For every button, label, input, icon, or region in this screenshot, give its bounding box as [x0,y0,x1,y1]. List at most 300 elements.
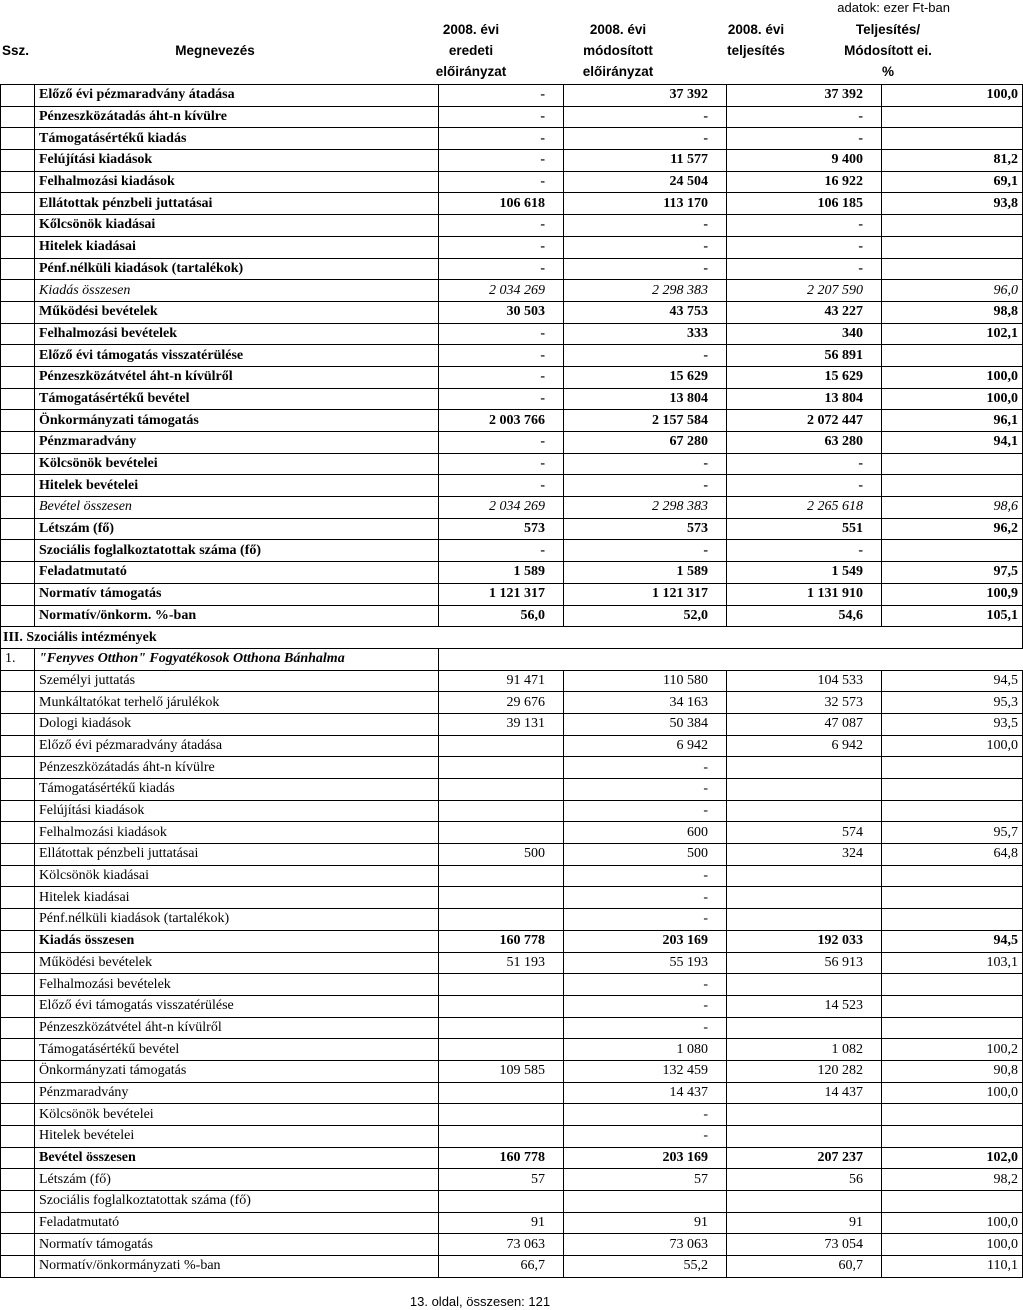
ratio-cell: 96,2 [882,518,1023,540]
actual-cell [727,1104,882,1126]
modified-budget-cell: 37 392 [564,85,727,107]
modified-budget-cell: - [564,258,727,280]
row-label: Kiadás összesen [35,930,439,952]
actual-cell: 340 [727,323,882,345]
actual-cell: - [727,475,882,497]
modified-budget-cell: 73 063 [564,1234,727,1256]
modified-budget-cell: 11 577 [564,150,727,172]
original-budget-cell [439,865,564,887]
actual-cell: 91 [727,1212,882,1234]
row-label: Feladatmutató [35,562,439,584]
row-label: Pénzeszközátvétel áht-n kívülről [35,366,439,388]
table-row [1,410,1023,432]
table-row [1,974,1023,996]
modified-budget-cell: - [564,800,727,822]
modified-budget-cell: 67 280 [564,432,727,454]
row-label: Hitelek kiadásai [35,887,439,909]
original-budget-cell: 1 589 [439,562,564,584]
header-original-budget-line1: 2008. évi [442,22,500,37]
row-label: Kölcsönök bevételei [35,1104,439,1126]
actual-cell [727,779,882,801]
index-cell [1,692,35,714]
original-budget-cell: 66,7 [439,1256,564,1278]
table-row [1,800,1023,822]
table-row [1,1212,1023,1234]
row-label: Felújítási kiadások [35,800,439,822]
row-label: Bevétel összesen [35,1147,439,1169]
ratio-cell: 90,8 [882,1060,1023,1082]
actual-cell: - [727,128,882,150]
ratio-cell [882,1126,1023,1148]
row-label: Működési bevételek [35,952,439,974]
ratio-cell: 97,5 [882,562,1023,584]
modified-budget-cell: - [564,106,727,128]
row-label: Kőlcsönök kiadásai [35,215,439,237]
actual-cell: 120 282 [727,1060,882,1082]
modified-budget-cell: - [564,779,727,801]
modified-budget-cell: - [564,345,727,367]
original-budget-cell: - [439,150,564,172]
table-row [1,605,1023,627]
table-row [1,1082,1023,1104]
actual-cell [727,974,882,996]
modified-budget-cell: 113 170 [564,193,727,215]
original-budget-cell: 2 003 766 [439,410,564,432]
index-cell [1,909,35,931]
ratio-cell: 102,0 [882,1147,1023,1169]
row-label: Előző évi pézmaradvány átadása [35,735,439,757]
original-budget-cell: - [439,540,564,562]
index-cell [1,85,35,107]
ratio-cell: 100,0 [882,388,1023,410]
table-row [1,150,1023,172]
original-budget-cell [439,757,564,779]
actual-cell: 6 942 [727,735,882,757]
original-budget-cell: - [439,106,564,128]
table-row [1,128,1023,150]
original-budget-cell [439,1126,564,1148]
modified-budget-cell: 55 193 [564,952,727,974]
actual-cell: 9 400 [727,150,882,172]
ratio-cell [882,345,1023,367]
table-row [1,475,1023,497]
original-budget-cell: - [439,236,564,258]
header-ssz: Ssz. [2,43,30,58]
original-budget-cell: 2 034 269 [439,280,564,302]
row-label: Önkormányzati támogatás [35,410,439,432]
ratio-cell: 64,8 [882,844,1023,866]
actual-cell: 37 392 [727,85,882,107]
index-cell [1,258,35,280]
original-budget-cell: - [439,171,564,193]
original-budget-cell: 51 193 [439,952,564,974]
row-label: Hitelek bevételei [35,475,439,497]
table-row [1,1060,1023,1082]
actual-cell: 1 549 [727,562,882,584]
row-label: Pénzmaradvány [35,432,439,454]
header-ratio-line1: Teljesítés/ [855,22,921,37]
original-budget-cell [439,887,564,909]
actual-cell [727,865,882,887]
row-label: Felújítási kiadások [35,150,439,172]
modified-budget-cell: 2 157 584 [564,410,727,432]
index-cell [1,562,35,584]
table-row [1,887,1023,909]
actual-cell [727,1126,882,1148]
ratio-cell [882,800,1023,822]
index-cell [1,1060,35,1082]
modified-budget-cell: - [564,215,727,237]
index-cell [1,345,35,367]
modified-budget-cell: - [564,1104,727,1126]
index-cell [1,952,35,974]
table-row [1,366,1023,388]
row-label: Pénzeszközátadás áht-n kívülre [35,106,439,128]
table-row [1,1191,1023,1213]
modified-budget-cell: - [564,128,727,150]
ratio-cell [882,540,1023,562]
table-row [1,1104,1023,1126]
modified-budget-cell [564,1191,727,1213]
table-row [1,757,1023,779]
original-budget-cell [439,1039,564,1061]
index-cell [1,713,35,735]
row-label: Hitelek bevételei [35,1126,439,1148]
index-cell [1,1147,35,1169]
actual-cell: 106 185 [727,193,882,215]
row-label: Hitelek kiadásai [35,236,439,258]
original-budget-cell [439,822,564,844]
ratio-cell: 95,7 [882,822,1023,844]
original-budget-cell [439,1191,564,1213]
table-row [1,258,1023,280]
original-budget-cell: - [439,432,564,454]
actual-cell: 104 533 [727,670,882,692]
modified-budget-cell: - [564,1126,727,1148]
actual-cell: 1 082 [727,1039,882,1061]
actual-cell: 2 265 618 [727,497,882,519]
index-cell [1,779,35,801]
index-cell [1,887,35,909]
table-row [1,735,1023,757]
row-label: Pénzeszközátadás áht-n kívülre [35,757,439,779]
ratio-cell [882,236,1023,258]
header-modified-budget-line2: módosított [583,43,653,58]
index-cell [1,215,35,237]
original-budget-cell [439,974,564,996]
original-budget-cell: 160 778 [439,930,564,952]
header-ratio-line3: % [881,64,894,79]
ratio-cell [882,887,1023,909]
actual-cell: 324 [727,844,882,866]
original-budget-cell [439,995,564,1017]
index-cell [1,974,35,996]
modified-budget-cell: - [564,453,727,475]
actual-cell: 73 054 [727,1234,882,1256]
table-row [1,1147,1023,1169]
index-cell [1,497,35,519]
table-row [1,453,1023,475]
index-cell [1,128,35,150]
actual-cell: 60,7 [727,1256,882,1278]
modified-budget-cell: - [564,1017,727,1039]
row-label: Pénf.nélküli kiadások (tartalékok) [35,258,439,280]
row-label: Bevétel összesen [35,497,439,519]
table-row [1,822,1023,844]
ratio-cell: 81,2 [882,150,1023,172]
original-budget-cell: - [439,475,564,497]
row-label: Feladatmutató [35,1212,439,1234]
actual-cell: 574 [727,822,882,844]
index-cell [1,605,35,627]
row-label: Ellátottak pénzbeli juttatásai [35,193,439,215]
header-original-budget [420,19,522,82]
table-row [1,952,1023,974]
actual-cell [727,1017,882,1039]
table-row [1,518,1023,540]
ratio-cell [882,909,1023,931]
table-row [1,713,1023,735]
modified-budget-cell: 34 163 [564,692,727,714]
index-cell [1,1039,35,1061]
modified-budget-cell: 1 589 [564,562,727,584]
row-label: Személyi juttatás [35,670,439,692]
original-budget-cell: - [439,366,564,388]
original-budget-cell: 160 778 [439,1147,564,1169]
row-label: Előző évi pézmaradvány átadása [35,85,439,107]
table-row [1,865,1023,887]
actual-cell: 14 437 [727,1082,882,1104]
actual-cell: 47 087 [727,713,882,735]
table-row [1,345,1023,367]
original-budget-cell: - [439,215,564,237]
row-label: Kölcsönök bevételei [35,453,439,475]
index-cell [1,1169,35,1191]
modified-budget-cell: 2 298 383 [564,497,727,519]
ratio-cell [882,128,1023,150]
ratio-cell: 102,1 [882,323,1023,345]
subsection-row [1,648,1023,670]
page-footer: 13. oldal, összesen: 121 [409,1294,551,1309]
ratio-cell: 98,8 [882,301,1023,323]
modified-budget-cell: - [564,540,727,562]
ratio-cell [882,865,1023,887]
original-budget-cell: 39 131 [439,713,564,735]
index-cell [1,1104,35,1126]
blank-cell [564,648,727,670]
original-budget-cell: 91 [439,1212,564,1234]
original-budget-cell: - [439,388,564,410]
row-label: Kiadás összesen [35,280,439,302]
ratio-cell: 95,3 [882,692,1023,714]
index-cell [1,366,35,388]
ratio-cell [882,1017,1023,1039]
actual-cell: 16 922 [727,171,882,193]
modified-budget-cell: - [564,475,727,497]
index-cell [1,236,35,258]
actual-cell: 2 207 590 [727,280,882,302]
modified-budget-cell: 52,0 [564,605,727,627]
header-original-budget-line2: eredeti [448,43,494,58]
index-cell [1,1017,35,1039]
ratio-cell: 100,0 [882,1212,1023,1234]
actual-cell [727,757,882,779]
blank-cell [882,648,1023,670]
section-header-body [1,627,1023,670]
actual-cell: 14 523 [727,995,882,1017]
index-cell [1,865,35,887]
modified-budget-cell: 1 080 [564,1039,727,1061]
modified-budget-cell: 14 437 [564,1082,727,1104]
ratio-cell: 94,5 [882,670,1023,692]
header-original-budget-line3: előirányzat [435,64,507,79]
row-label: Normatív támogatás [35,583,439,605]
index-cell [1,822,35,844]
ratio-cell: 94,1 [882,432,1023,454]
table-row [1,301,1023,323]
ratio-cell: 96,0 [882,280,1023,302]
row-label: Előző évi támogatás visszatérülése [35,345,439,367]
table-row [1,388,1023,410]
actual-cell [727,909,882,931]
actual-cell: - [727,106,882,128]
header-actual-line2: teljesítés [727,43,785,58]
modified-budget-cell: 1 121 317 [564,583,727,605]
row-label: Működési bevételek [35,301,439,323]
modified-budget-cell: 91 [564,1212,727,1234]
original-budget-cell: 29 676 [439,692,564,714]
row-label: Szociális foglalkoztatottak száma (fő) [35,1191,439,1213]
original-budget-cell [439,1082,564,1104]
table-row [1,540,1023,562]
actual-cell: 192 033 [727,930,882,952]
ratio-cell [882,453,1023,475]
index-cell [1,301,35,323]
index-cell [1,1082,35,1104]
actual-cell: 15 629 [727,366,882,388]
row-label: Támogatásértékű bevétel [35,388,439,410]
row-label: Önkormányzati támogatás [35,1060,439,1082]
original-budget-cell [439,1104,564,1126]
table-row [1,1126,1023,1148]
actual-cell [727,800,882,822]
modified-budget-cell: 24 504 [564,171,727,193]
ratio-cell: 100,0 [882,85,1023,107]
actual-cell: 56 [727,1169,882,1191]
unit-note: adatok: ezer Ft-ban [837,0,950,15]
row-label: Létszám (fő) [35,518,439,540]
ratio-cell: 96,1 [882,410,1023,432]
table-body-summary [1,85,1023,627]
table-row [1,432,1023,454]
actual-cell: 207 237 [727,1147,882,1169]
ratio-cell [882,974,1023,996]
index-cell [1,193,35,215]
index-cell [1,735,35,757]
index-cell [1,844,35,866]
table-row [1,1039,1023,1061]
original-budget-cell: 57 [439,1169,564,1191]
table-row [1,171,1023,193]
index-cell [1,475,35,497]
table-row [1,1017,1023,1039]
table-row [1,562,1023,584]
ratio-cell: 100,9 [882,583,1023,605]
actual-cell: 551 [727,518,882,540]
original-budget-cell [439,800,564,822]
index-cell [1,540,35,562]
index-cell [1,323,35,345]
actual-cell: 32 573 [727,692,882,714]
original-budget-cell: - [439,453,564,475]
subsection-number: 1. [1,648,35,670]
modified-budget-cell: - [564,995,727,1017]
row-label: Dologi kiadások [35,713,439,735]
original-budget-cell: 500 [439,844,564,866]
ratio-cell: 105,1 [882,605,1023,627]
index-cell [1,1234,35,1256]
modified-budget-cell: - [564,757,727,779]
section-title: III. Szociális intézmények [1,627,1023,649]
blank-cell [439,648,564,670]
index-cell [1,995,35,1017]
index-cell [1,930,35,952]
table-row [1,1169,1023,1191]
table-row [1,930,1023,952]
modified-budget-cell: - [564,887,727,909]
ratio-cell [882,1104,1023,1126]
modified-budget-cell: 132 459 [564,1060,727,1082]
modified-budget-cell: 600 [564,822,727,844]
original-budget-cell: - [439,85,564,107]
row-label: Pénzmaradvány [35,1082,439,1104]
table-row [1,670,1023,692]
modified-budget-cell: 15 629 [564,366,727,388]
actual-cell: - [727,236,882,258]
row-label: Létszám (fő) [35,1169,439,1191]
actual-cell: - [727,453,882,475]
ratio-cell [882,258,1023,280]
ratio-cell [882,1191,1023,1213]
ratio-cell: 93,8 [882,193,1023,215]
actual-cell: - [727,540,882,562]
original-budget-cell: 56,0 [439,605,564,627]
index-cell [1,518,35,540]
modified-budget-cell: 13 804 [564,388,727,410]
ratio-cell: 100,0 [882,1082,1023,1104]
section-row [1,627,1023,649]
table-body-institution [1,670,1023,1277]
actual-cell: 13 804 [727,388,882,410]
row-label: Felhalmozási kiadások [35,171,439,193]
table-row [1,779,1023,801]
ratio-cell: 94,5 [882,930,1023,952]
table-row [1,280,1023,302]
actual-cell: - [727,258,882,280]
original-budget-cell: - [439,258,564,280]
ratio-cell: 100,0 [882,735,1023,757]
row-label: Pénzeszközátvétel áht-n kívülről [35,1017,439,1039]
table-row [1,193,1023,215]
row-label: Normatív támogatás [35,1234,439,1256]
index-cell [1,1126,35,1148]
table-row [1,844,1023,866]
ratio-cell: 98,2 [882,1169,1023,1191]
table-row [1,1256,1023,1278]
modified-budget-cell: 50 384 [564,713,727,735]
actual-cell: 63 280 [727,432,882,454]
header-actual [690,19,822,61]
